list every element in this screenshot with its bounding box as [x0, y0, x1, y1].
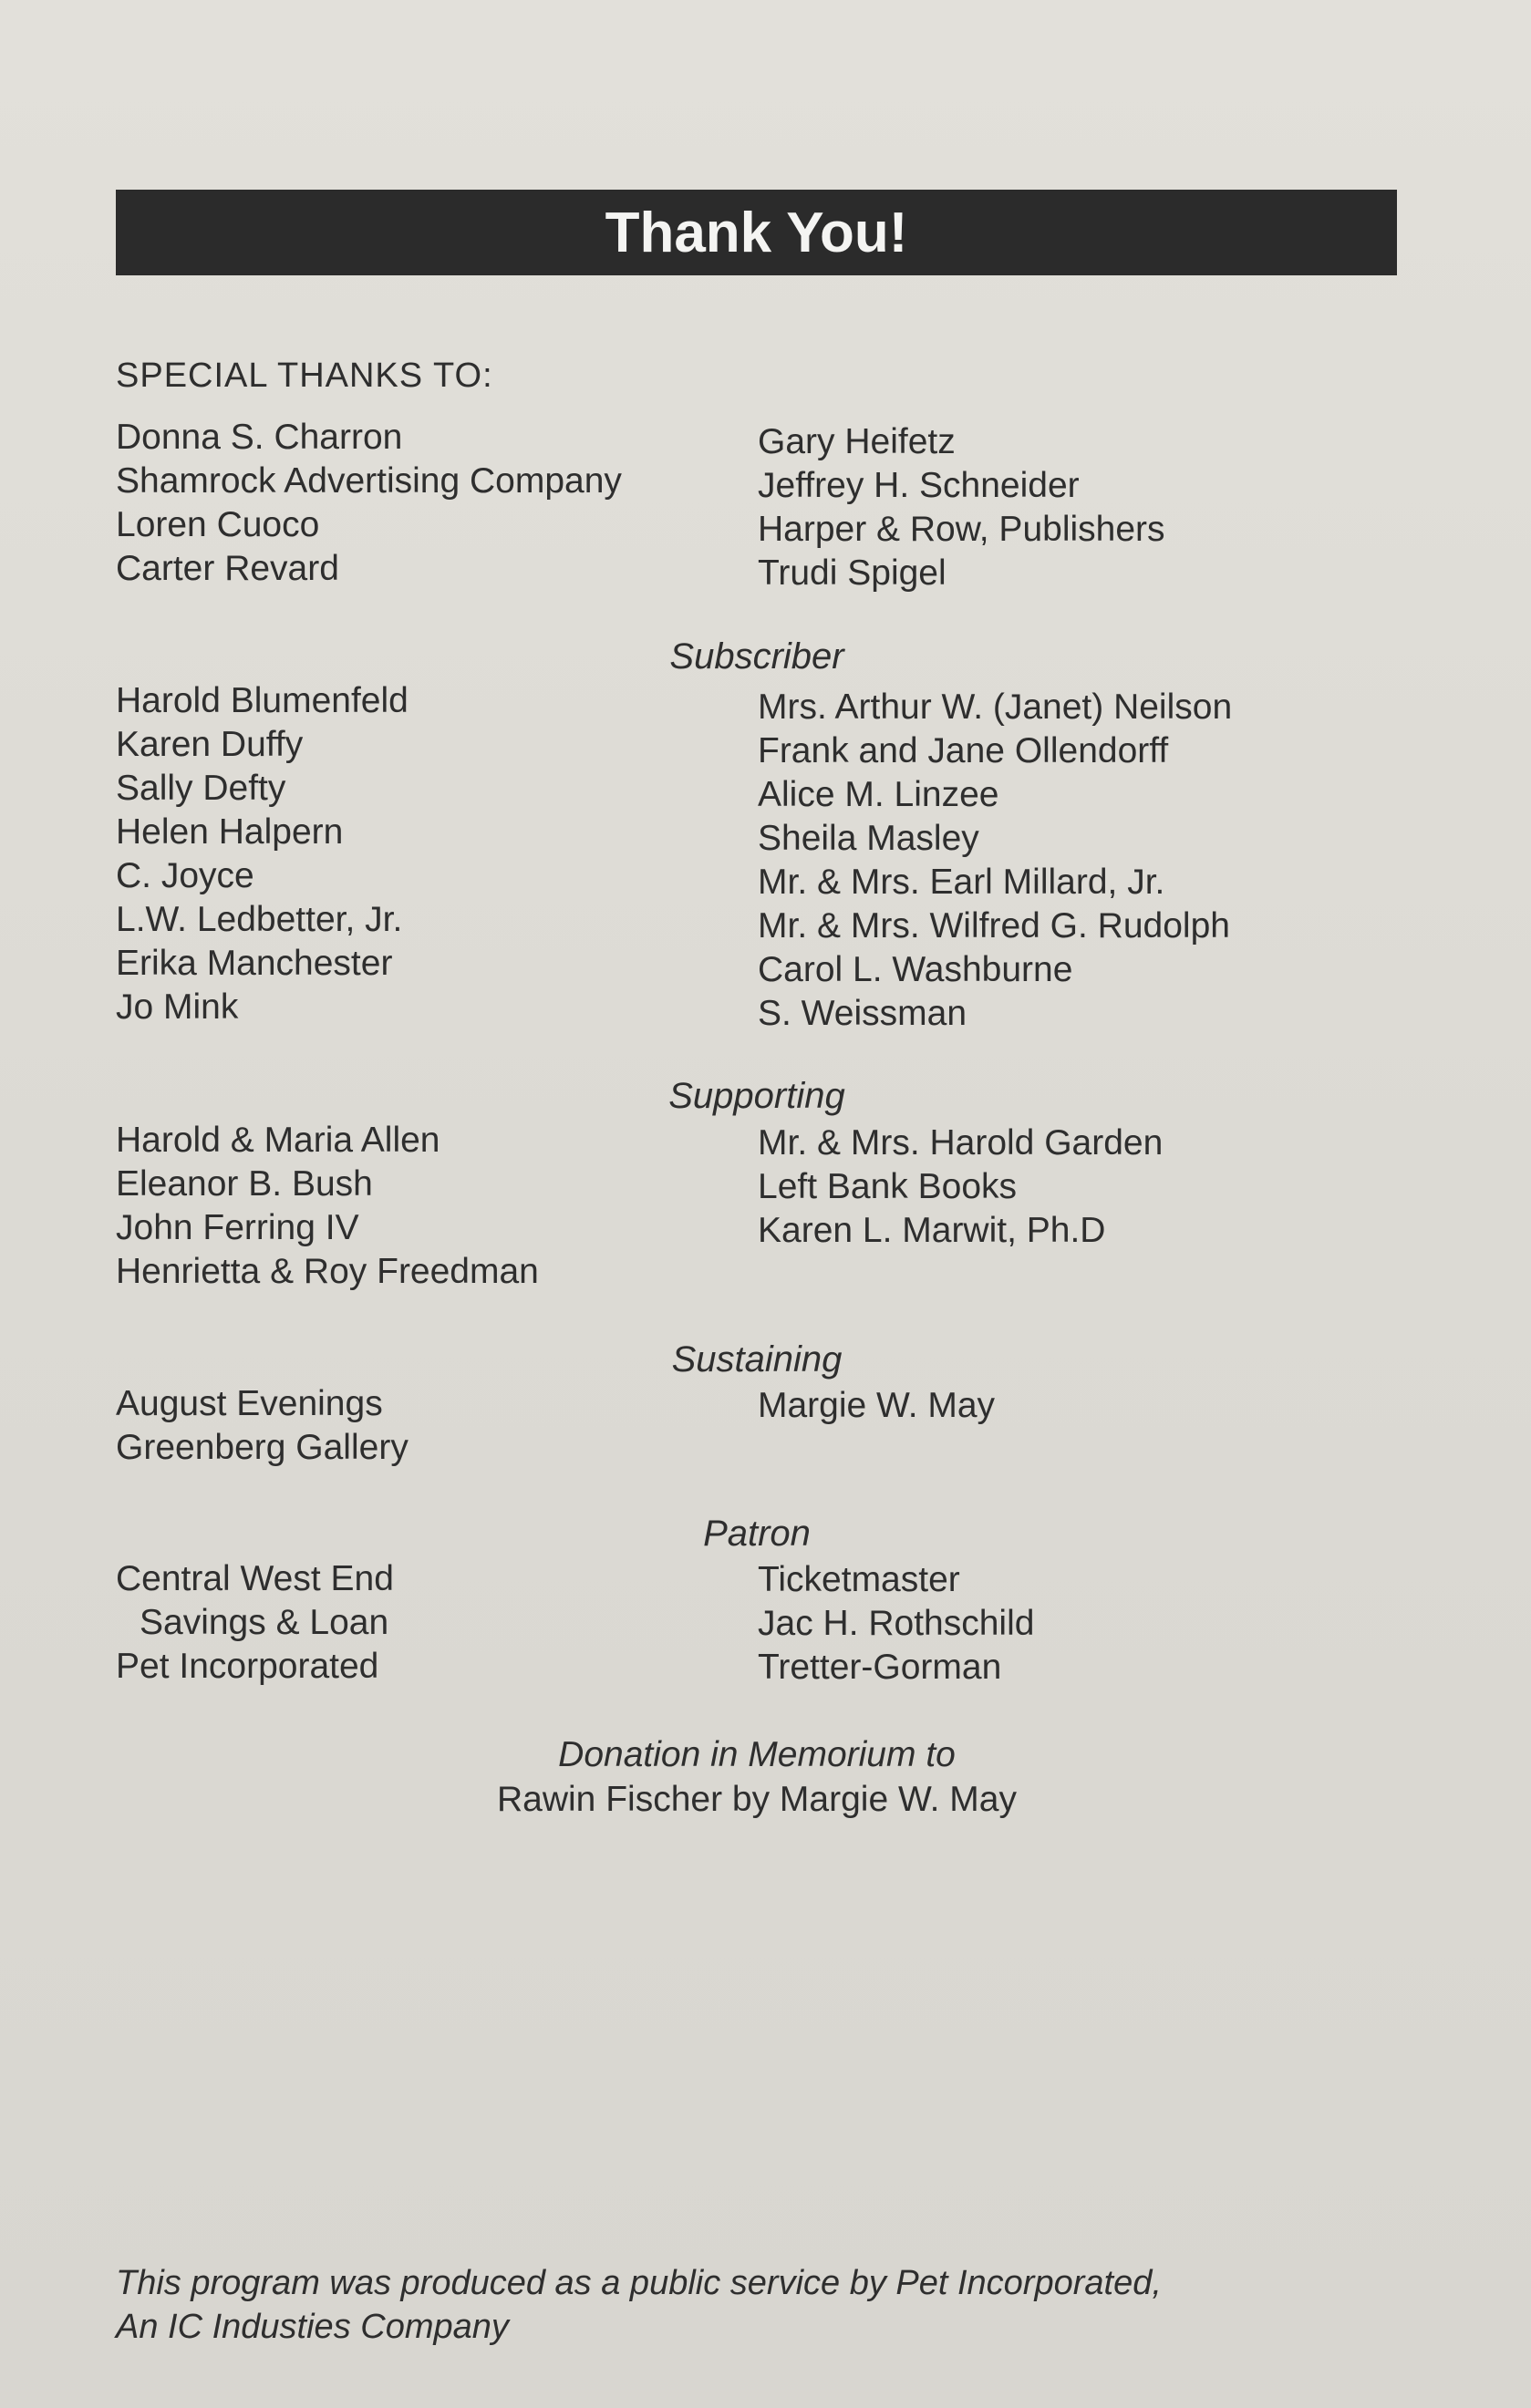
memorium-heading: Donation in Memorium to [558, 1735, 956, 1774]
supporting-heading: Supporting [668, 1076, 845, 1116]
list-item: Jeffrey H. Schneider [758, 466, 1080, 505]
list-item: Harper & Row, Publishers [758, 510, 1165, 549]
special-thanks-right-list [758, 420, 1165, 595]
list-item: Ticketmaster [758, 1560, 960, 1599]
supporting-left-list [116, 1119, 539, 1294]
list-item: Tretter-Gorman [758, 1648, 1002, 1687]
list-item: Harold Blumenfeld [116, 681, 409, 720]
list-item: S. Weissman [758, 994, 967, 1033]
list-item: Mr. & Mrs. Wilfred G. Rudolph [758, 906, 1230, 946]
list-item: Karen Duffy [116, 725, 304, 764]
list-item: Central West End [116, 1559, 394, 1598]
list-item: Harold & Maria Allen [116, 1121, 440, 1160]
patron-left-list [116, 1557, 394, 1689]
list-item: Mr. & Mrs. Earl Millard, Jr. [758, 863, 1165, 902]
list-item: Eleanor B. Bush [116, 1164, 373, 1204]
list-item: C. Joyce [116, 856, 254, 895]
patron-heading: Patron [703, 1514, 811, 1554]
list-item: Jac H. Rothschild [758, 1604, 1035, 1643]
subscriber-right-list [758, 686, 1232, 1036]
list-item: Mrs. Arthur W. (Janet) Neilson [758, 687, 1233, 727]
banner-title: Thank You! [605, 201, 908, 264]
list-item: John Ferring IV [116, 1208, 359, 1247]
sustaining-right-list [758, 1384, 995, 1428]
list-item: Greenberg Gallery [116, 1428, 409, 1467]
list-item: Karen L. Marwit, Ph.D [758, 1211, 1106, 1250]
list-item: Margie W. May [758, 1386, 996, 1425]
list-item: Shamrock Advertising Company [116, 461, 622, 501]
list-item: Carol L. Washburne [758, 950, 1073, 989]
list-item: Savings & Loan [140, 1603, 389, 1642]
list-item: Jo Mink [116, 987, 239, 1027]
footer-line-2: An IC Industies Company [116, 2308, 509, 2346]
footer-line-1: This program was produced as a public service by Pet Incorporated, [116, 2264, 1162, 2302]
list-item: Left Bank Books [758, 1167, 1018, 1206]
list-item: Mr. & Mrs. Harold Garden [758, 1123, 1164, 1163]
special-thanks-label: SPECIAL THANKS TO: [116, 357, 493, 395]
list-item: Loren Cuoco [116, 505, 320, 544]
list-item: Carter Revard [116, 549, 339, 588]
list-item: Donna S. Charron [116, 418, 403, 457]
footer-note [116, 2261, 1162, 2349]
sustaining-left-list [116, 1382, 409, 1470]
list-item: Helen Halpern [116, 812, 344, 852]
list-item: Trudi Spigel [758, 553, 947, 593]
list-item: Pet Incorporated [116, 1647, 379, 1686]
supporting-right-list [758, 1121, 1163, 1253]
list-item: Sheila Masley [758, 819, 979, 858]
list-item: Sally Defty [116, 769, 286, 808]
list-item: Henrietta & Roy Freedman [116, 1252, 539, 1291]
subscriber-heading: Subscriber [669, 636, 844, 677]
thank-you-banner [116, 190, 1397, 275]
memorium-block [0, 1732, 1514, 1822]
sustaining-heading: Sustaining [671, 1339, 843, 1380]
list-item: Alice M. Linzee [758, 775, 999, 814]
memorium-text: Rawin Fischer by Margie W. May [497, 1780, 1017, 1819]
list-item: Erika Manchester [116, 944, 393, 983]
special-thanks-left-list [116, 416, 622, 591]
list-item: Frank and Jane Ollendorff [758, 731, 1169, 770]
patron-right-list [758, 1558, 1034, 1690]
list-item: Gary Heifetz [758, 422, 956, 461]
list-item: L.W. Ledbetter, Jr. [116, 900, 403, 939]
subscriber-left-list [116, 679, 409, 1029]
list-item: August Evenings [116, 1384, 383, 1423]
